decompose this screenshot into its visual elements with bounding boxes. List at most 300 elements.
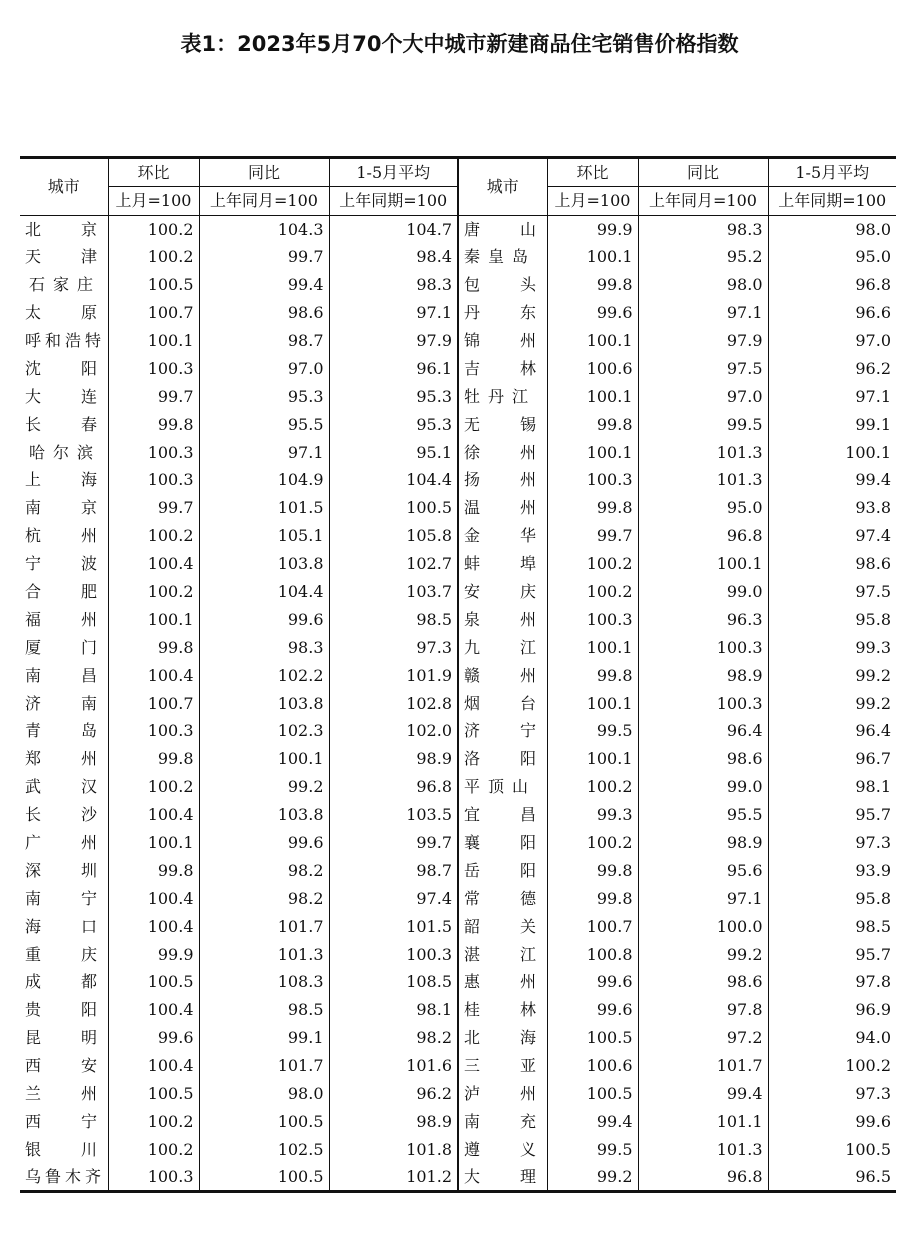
mom-cell: 99.6	[547, 969, 638, 997]
avg-cell: 102.0	[329, 718, 458, 746]
avg-cell: 100.3	[329, 941, 458, 969]
mom-cell: 100.3	[547, 467, 638, 495]
city-header: 城市	[20, 158, 108, 216]
avg-cell: 101.8	[329, 1136, 458, 1164]
yoy-cell: 101.1	[638, 1108, 768, 1136]
city-name: 兰州	[25, 1084, 97, 1104]
city-name: 呼和浩特	[25, 331, 101, 350]
city-name: 蚌埠	[464, 554, 536, 574]
yoy-cell: 100.1	[638, 550, 768, 578]
table-row	[20, 522, 896, 550]
mom-cell: 99.6	[547, 996, 638, 1024]
table-row	[20, 913, 896, 941]
mom-cell: 100.4	[108, 1052, 199, 1080]
mom-cell: 100.2	[108, 578, 199, 606]
yoy-cell: 95.2	[638, 243, 768, 271]
avg-cell: 99.7	[329, 829, 458, 857]
avg-cell: 100.1	[768, 439, 896, 467]
city-cell	[20, 1024, 108, 1052]
city-name: 福州	[25, 609, 97, 629]
avg-cell: 98.2	[329, 1024, 458, 1052]
avg-cell: 98.6	[768, 550, 896, 578]
yoy-cell: 101.5	[199, 494, 329, 522]
yoy-cell: 98.0	[199, 1080, 329, 1108]
city-name: 海口	[25, 916, 97, 936]
mom-cell: 99.9	[547, 216, 638, 244]
city-name: 平顶山	[464, 777, 528, 797]
yoy-cell: 100.0	[638, 913, 768, 941]
avg-cell: 101.6	[329, 1052, 458, 1080]
yoy-cell: 96.4	[638, 718, 768, 746]
yoy-cell: 97.5	[638, 355, 768, 383]
mom-cell: 100.1	[547, 243, 638, 271]
avg-cell: 95.7	[768, 801, 896, 829]
city-cell	[458, 857, 547, 885]
city-name: 天津	[25, 247, 97, 267]
mom-cell: 100.3	[108, 439, 199, 467]
mom-cell: 100.7	[108, 690, 199, 718]
avg-cell: 100.5	[768, 1136, 896, 1164]
city-cell	[20, 355, 108, 383]
yoy-cell: 97.1	[638, 885, 768, 913]
city-cell	[20, 1136, 108, 1164]
city-cell	[458, 690, 547, 718]
yoy-cell: 101.3	[638, 467, 768, 495]
city-name: 北京	[25, 219, 97, 239]
city-cell	[458, 606, 547, 634]
table-row	[20, 634, 896, 662]
avg-cell: 98.1	[768, 773, 896, 801]
mom-cell: 100.2	[108, 216, 199, 244]
city-name: 常德	[464, 888, 536, 908]
yoy-cell: 99.4	[199, 271, 329, 299]
city-cell	[20, 745, 108, 773]
avg-cell: 99.1	[768, 411, 896, 439]
mom-base-header: 上月=100	[108, 187, 199, 216]
city-cell	[20, 1108, 108, 1136]
mom-cell: 100.7	[108, 299, 199, 327]
city-name: 襄阳	[464, 833, 536, 853]
page-title: 表1：2023年5月70个大中城市新建商品住宅销售价格指数	[180, 32, 739, 56]
city-cell	[458, 662, 547, 690]
city-cell	[458, 801, 547, 829]
mom-cell: 100.6	[547, 1052, 638, 1080]
avg-base-header: 上年同期=100	[768, 187, 896, 216]
avg-cell: 100.5	[329, 494, 458, 522]
mom-cell: 100.1	[108, 606, 199, 634]
city-name: 贵阳	[25, 1000, 97, 1020]
mom-cell: 99.2	[547, 1164, 638, 1192]
city-name: 锦州	[464, 331, 536, 350]
mom-cell: 99.9	[108, 941, 199, 969]
table-row	[20, 941, 896, 969]
mom-cell: 100.3	[108, 467, 199, 495]
city-cell	[458, 467, 547, 495]
city-cell	[20, 1164, 108, 1192]
city-cell	[458, 271, 547, 299]
mom-cell: 100.4	[108, 801, 199, 829]
city-cell	[20, 216, 108, 244]
mom-cell: 100.1	[108, 327, 199, 355]
city-cell	[20, 996, 108, 1024]
yoy-cell: 96.3	[638, 606, 768, 634]
city-cell	[458, 327, 547, 355]
yoy-cell: 99.2	[638, 941, 768, 969]
table-row	[20, 494, 896, 522]
city-name: 安庆	[464, 582, 536, 602]
yoy-cell: 99.0	[638, 773, 768, 801]
mom-cell: 99.7	[108, 383, 199, 411]
city-name: 秦皇岛	[464, 247, 528, 267]
avg-cell: 97.5	[768, 578, 896, 606]
city-name: 无锡	[464, 414, 536, 434]
city-name: 南宁	[25, 888, 97, 908]
yoy-cell: 98.9	[638, 829, 768, 857]
header-row	[20, 158, 896, 187]
table-row	[20, 299, 896, 327]
table-row	[20, 996, 896, 1024]
table-row	[20, 829, 896, 857]
avg-cell: 99.6	[768, 1108, 896, 1136]
avg-cell: 97.1	[329, 299, 458, 327]
mom-cell: 99.8	[547, 494, 638, 522]
city-header: 城市	[458, 158, 547, 216]
mom-header: 环比	[547, 158, 638, 187]
mom-cell: 99.6	[547, 299, 638, 327]
city-name: 北海	[464, 1028, 536, 1048]
city-cell	[458, 550, 547, 578]
mom-base-header: 上月=100	[547, 187, 638, 216]
mom-cell: 100.2	[108, 1136, 199, 1164]
city-name: 包头	[464, 275, 536, 295]
table-row	[20, 606, 896, 634]
avg-header: 1-5月平均	[768, 158, 896, 187]
yoy-cell: 100.5	[199, 1164, 329, 1192]
avg-base-header: 上年同期=100	[329, 187, 458, 216]
mom-cell: 100.3	[108, 718, 199, 746]
avg-cell: 98.4	[329, 243, 458, 271]
mom-cell: 99.7	[547, 522, 638, 550]
table-row	[20, 773, 896, 801]
yoy-cell: 99.1	[199, 1024, 329, 1052]
city-cell	[20, 606, 108, 634]
table-row	[20, 690, 896, 718]
mom-cell: 100.2	[547, 550, 638, 578]
table-row	[20, 969, 896, 997]
avg-cell: 97.4	[768, 522, 896, 550]
table-row	[20, 1136, 896, 1164]
yoy-cell: 95.3	[199, 383, 329, 411]
yoy-cell: 98.6	[638, 969, 768, 997]
avg-cell: 96.9	[768, 996, 896, 1024]
city-cell	[20, 662, 108, 690]
city-cell	[20, 271, 108, 299]
city-name: 石家庄	[29, 275, 93, 295]
table-row	[20, 1164, 896, 1192]
avg-cell: 98.0	[768, 216, 896, 244]
mom-cell: 100.3	[108, 1164, 199, 1192]
mom-cell: 100.2	[547, 773, 638, 801]
city-name: 武汉	[25, 777, 97, 797]
avg-cell: 101.2	[329, 1164, 458, 1192]
avg-cell: 97.9	[329, 327, 458, 355]
mom-cell: 100.2	[547, 578, 638, 606]
table-row	[20, 1052, 896, 1080]
mom-cell: 99.4	[547, 1108, 638, 1136]
city-name: 济宁	[464, 721, 536, 741]
mom-cell: 100.1	[547, 327, 638, 355]
city-cell	[458, 941, 547, 969]
city-cell	[20, 1080, 108, 1108]
avg-cell: 96.8	[768, 271, 896, 299]
avg-cell: 96.4	[768, 718, 896, 746]
yoy-cell: 100.1	[199, 745, 329, 773]
city-name: 桂林	[464, 1000, 536, 1020]
mom-cell: 100.2	[108, 1108, 199, 1136]
city-name: 广州	[25, 833, 97, 853]
avg-cell: 96.7	[768, 745, 896, 773]
table-row	[20, 411, 896, 439]
city-name: 西安	[25, 1056, 97, 1076]
yoy-cell: 102.5	[199, 1136, 329, 1164]
city-name: 唐山	[464, 219, 536, 239]
city-cell	[20, 885, 108, 913]
avg-cell: 98.9	[329, 1108, 458, 1136]
city-cell	[458, 494, 547, 522]
city-name: 乌鲁木齐	[25, 1166, 101, 1186]
city-cell	[20, 243, 108, 271]
mom-cell: 100.5	[108, 969, 199, 997]
yoy-cell: 98.2	[199, 885, 329, 913]
yoy-cell: 97.0	[638, 383, 768, 411]
mom-cell: 100.2	[547, 829, 638, 857]
mom-cell: 100.6	[547, 355, 638, 383]
city-cell	[458, 829, 547, 857]
mom-header: 环比	[108, 158, 199, 187]
avg-cell: 97.4	[329, 885, 458, 913]
avg-cell: 101.5	[329, 913, 458, 941]
mom-cell: 99.5	[547, 718, 638, 746]
avg-cell: 102.8	[329, 690, 458, 718]
mom-cell: 100.1	[108, 829, 199, 857]
city-name: 惠州	[464, 972, 536, 992]
mom-cell: 100.4	[108, 996, 199, 1024]
yoy-cell: 98.6	[638, 745, 768, 773]
yoy-cell: 100.3	[638, 690, 768, 718]
mom-cell: 100.2	[108, 522, 199, 550]
avg-cell: 97.3	[329, 634, 458, 662]
avg-cell: 98.5	[329, 606, 458, 634]
city-cell	[458, 885, 547, 913]
yoy-cell: 101.3	[638, 439, 768, 467]
yoy-cell: 98.9	[638, 662, 768, 690]
yoy-cell: 99.0	[638, 578, 768, 606]
city-name: 宁波	[25, 554, 97, 574]
yoy-cell: 99.5	[638, 411, 768, 439]
mom-cell: 100.1	[547, 634, 638, 662]
avg-cell: 102.7	[329, 550, 458, 578]
mom-cell: 100.4	[108, 913, 199, 941]
mom-cell: 99.5	[547, 1136, 638, 1164]
yoy-header: 同比	[638, 158, 768, 187]
yoy-cell: 95.6	[638, 857, 768, 885]
mom-cell: 99.8	[547, 662, 638, 690]
yoy-cell: 100.5	[199, 1108, 329, 1136]
city-name: 扬州	[464, 470, 536, 490]
city-name: 赣州	[464, 665, 536, 685]
mom-cell: 100.2	[108, 243, 199, 271]
avg-cell: 99.2	[768, 690, 896, 718]
yoy-cell: 101.7	[199, 913, 329, 941]
yoy-cell: 98.0	[638, 271, 768, 299]
table-row	[20, 578, 896, 606]
avg-cell: 99.2	[768, 662, 896, 690]
mom-cell: 99.8	[547, 885, 638, 913]
city-cell	[458, 578, 547, 606]
city-name: 太原	[25, 303, 97, 323]
yoy-base-header: 上年同月=100	[638, 187, 768, 216]
mom-cell: 100.1	[547, 383, 638, 411]
city-name: 金华	[464, 526, 536, 546]
city-cell	[20, 494, 108, 522]
avg-cell: 104.7	[329, 216, 458, 244]
city-name: 大理	[464, 1166, 536, 1186]
mom-cell: 100.5	[108, 271, 199, 299]
yoy-cell: 96.8	[638, 522, 768, 550]
avg-cell: 101.9	[329, 662, 458, 690]
table-row	[20, 216, 896, 244]
city-cell	[20, 913, 108, 941]
yoy-cell: 97.0	[199, 355, 329, 383]
city-name: 重庆	[25, 944, 97, 964]
city-name: 长沙	[25, 805, 97, 825]
city-cell	[20, 857, 108, 885]
yoy-cell: 98.2	[199, 857, 329, 885]
avg-cell: 96.5	[768, 1164, 896, 1192]
city-cell	[20, 1052, 108, 1080]
city-name: 南昌	[25, 665, 97, 685]
city-name: 大连	[25, 386, 97, 406]
table-row	[20, 327, 896, 355]
yoy-cell: 95.5	[199, 411, 329, 439]
yoy-cell: 99.2	[199, 773, 329, 801]
city-name: 湛江	[464, 944, 536, 964]
city-name: 徐州	[464, 442, 536, 462]
yoy-cell: 99.6	[199, 829, 329, 857]
avg-header: 1-5月平均	[329, 158, 458, 187]
city-name: 泸州	[464, 1084, 536, 1104]
yoy-cell: 98.5	[199, 996, 329, 1024]
mom-cell: 100.1	[547, 745, 638, 773]
city-cell	[458, 522, 547, 550]
city-name: 长春	[25, 414, 97, 434]
city-cell	[20, 383, 108, 411]
yoy-cell: 99.6	[199, 606, 329, 634]
city-cell	[20, 773, 108, 801]
city-name: 三亚	[464, 1056, 536, 1076]
table-row	[20, 1024, 896, 1052]
city-name: 丹东	[464, 303, 536, 323]
avg-cell: 95.1	[329, 439, 458, 467]
city-name: 泉州	[464, 609, 536, 629]
city-cell	[458, 718, 547, 746]
price-index-table	[20, 156, 896, 1193]
yoy-cell: 108.3	[199, 969, 329, 997]
avg-cell: 94.0	[768, 1024, 896, 1052]
table-row	[20, 1080, 896, 1108]
city-name: 遵义	[464, 1139, 536, 1159]
yoy-cell: 95.0	[638, 494, 768, 522]
table-row	[20, 857, 896, 885]
table-row	[20, 1108, 896, 1136]
avg-cell: 99.4	[768, 467, 896, 495]
avg-cell: 96.2	[329, 1080, 458, 1108]
city-name: 沈阳	[25, 358, 97, 378]
city-cell	[20, 801, 108, 829]
mom-cell: 99.8	[108, 634, 199, 662]
yoy-base-header: 上年同月=100	[199, 187, 329, 216]
city-cell	[458, 1080, 547, 1108]
yoy-cell: 97.1	[638, 299, 768, 327]
avg-cell: 103.5	[329, 801, 458, 829]
city-name: 西宁	[25, 1111, 97, 1131]
table-row	[20, 439, 896, 467]
yoy-cell: 101.7	[199, 1052, 329, 1080]
city-cell	[20, 969, 108, 997]
city-cell	[458, 1164, 547, 1192]
avg-cell: 100.2	[768, 1052, 896, 1080]
yoy-cell: 98.3	[199, 634, 329, 662]
city-cell	[458, 745, 547, 773]
city-cell	[20, 578, 108, 606]
yoy-cell: 97.2	[638, 1024, 768, 1052]
city-name: 郑州	[25, 749, 97, 769]
city-name: 上海	[25, 470, 97, 490]
city-name: 深圳	[25, 860, 97, 880]
mom-cell: 100.4	[108, 662, 199, 690]
city-cell	[20, 327, 108, 355]
yoy-cell: 104.4	[199, 578, 329, 606]
yoy-cell: 98.3	[638, 216, 768, 244]
city-name: 韶关	[464, 916, 536, 936]
avg-cell: 98.1	[329, 996, 458, 1024]
yoy-cell: 104.9	[199, 467, 329, 495]
avg-cell: 97.1	[768, 383, 896, 411]
city-cell	[458, 439, 547, 467]
mom-cell: 99.6	[108, 1024, 199, 1052]
city-cell	[20, 467, 108, 495]
city-name: 温州	[464, 498, 536, 518]
mom-cell: 100.5	[108, 1080, 199, 1108]
city-name: 青岛	[25, 721, 97, 741]
city-name: 岳阳	[464, 860, 536, 880]
table-row	[20, 271, 896, 299]
city-name: 烟台	[464, 693, 536, 713]
mom-cell: 100.4	[108, 885, 199, 913]
city-cell	[20, 299, 108, 327]
avg-cell: 98.3	[329, 271, 458, 299]
mom-cell: 99.8	[108, 857, 199, 885]
yoy-header: 同比	[199, 158, 329, 187]
city-cell	[458, 243, 547, 271]
mom-cell: 100.7	[547, 913, 638, 941]
table-row	[20, 745, 896, 773]
yoy-cell: 99.4	[638, 1080, 768, 1108]
avg-cell: 105.8	[329, 522, 458, 550]
city-cell	[458, 411, 547, 439]
yoy-cell: 103.8	[199, 550, 329, 578]
city-cell	[20, 718, 108, 746]
